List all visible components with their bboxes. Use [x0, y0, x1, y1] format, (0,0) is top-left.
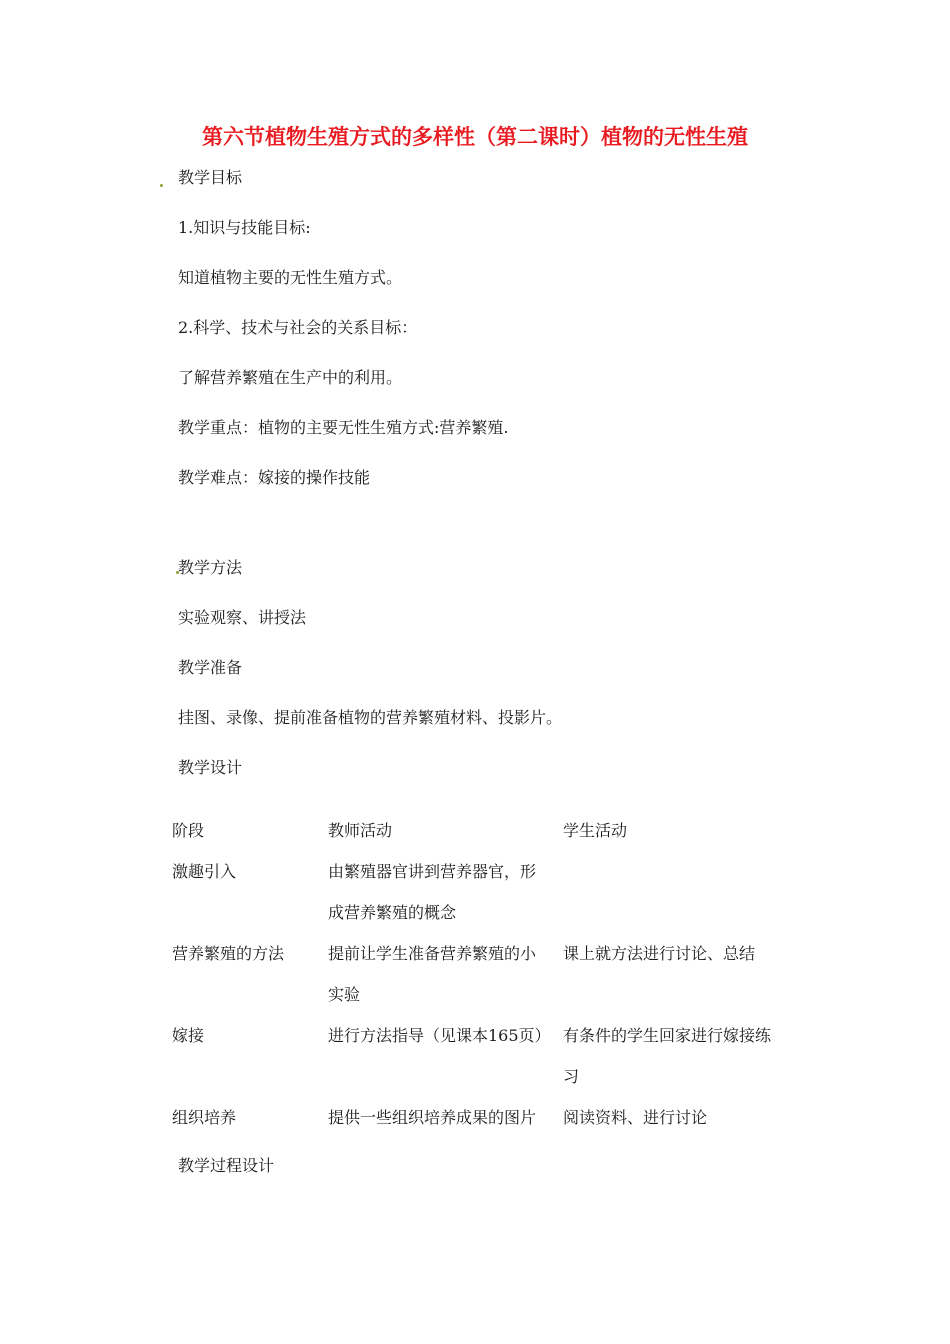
header-student-activity: 学生活动 [563, 821, 628, 840]
objective-1-text: 知道植物主要的无性生殖方式。 [178, 268, 403, 287]
table-cell: 营养繁殖的方法 [172, 944, 285, 963]
table-header-row [172, 810, 783, 851]
table-row [172, 851, 783, 933]
header-stage: 阶段 [172, 821, 205, 840]
table-cell: 由繁殖器官讲到营养器官，形成营养繁殖的概念 [328, 862, 537, 922]
section-heading-preparation: 教学准备 [178, 658, 243, 677]
table-row [172, 1097, 783, 1138]
header-teacher-activity: 教师活动 [328, 821, 393, 840]
preparation-text: 挂图、录像、提前准备植物的营养繁殖材料、投影片。 [178, 708, 563, 727]
table-cell: 进行方法指导（见课本165页） [328, 1026, 551, 1045]
objective-2-heading: 2.科学、技术与社会的关系目标： [178, 318, 418, 337]
table-row [172, 1015, 783, 1097]
table-cell: 组织培养 [172, 1108, 237, 1127]
table-cell: 激趣引入 [172, 862, 237, 881]
table-cell: 课上就方法进行讨论、总结 [563, 944, 756, 963]
bullet-dot-icon [160, 184, 163, 187]
table-cell: 有条件的学生回家进行嫁接练习 [563, 1026, 772, 1086]
section-heading-methods: 教学方法 [178, 558, 243, 577]
section-heading-objectives: 教学目标 [178, 168, 243, 187]
document-title: 第六节植物生殖方式的多样性（第二课时）植物的无性生殖 [202, 125, 748, 149]
methods-text: 实验观察、讲授法 [178, 608, 307, 627]
table-cell: 提供一些组织培养成果的图片 [328, 1108, 537, 1127]
section-heading-design: 教学设计 [178, 758, 243, 777]
objective-1-heading: 1.知识与技能目标: [178, 218, 311, 237]
table-cell: 嫁接 [172, 1026, 205, 1045]
table-row [172, 933, 783, 1015]
teaching-design-table [172, 810, 783, 1138]
difficult-point: 教学难点：嫁接的操作技能 [178, 468, 371, 487]
table-cell: 阅读资料、进行讨论 [563, 1108, 708, 1127]
table-cell: 提前让学生准备营养繁殖的小实验 [328, 944, 537, 1004]
key-point: 教学重点：植物的主要无性生殖方式:营养繁殖. [178, 418, 509, 437]
section-heading-process-design: 教学过程设计 [178, 1156, 275, 1175]
objective-2-text: 了解营养繁殖在生产中的利用。 [178, 368, 403, 387]
